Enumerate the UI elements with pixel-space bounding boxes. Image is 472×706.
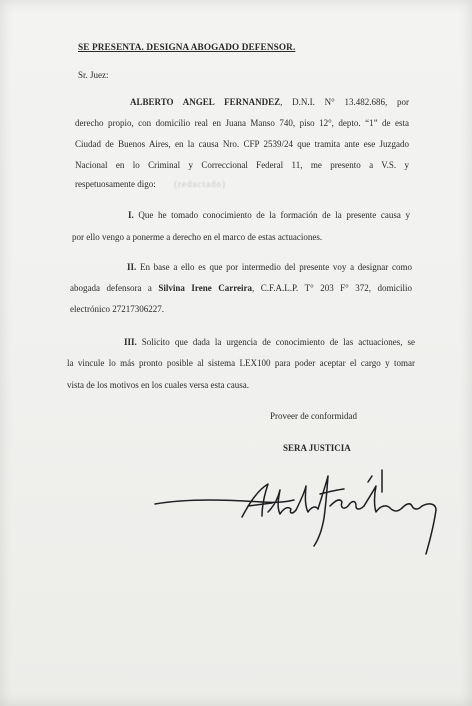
intro-line-3: Ciudad de Buenos Aires, en la causa Nro. CFP 2539/24 que tramita ante ese Juzgado <box>75 139 409 149</box>
item-2-line-2-post: , C.F.A.L.P. T° 203 F° 372, domicilio <box>252 283 412 293</box>
document-heading: SE PRESENTA. DESIGNA ABOGADO DEFENSOR. <box>78 42 296 52</box>
item-1-line-1-text: Que he tomado conocimiento de la formación de la presente causa y <box>138 210 411 220</box>
item-3-line-1 <box>124 337 415 348</box>
item-3-line-1-text: Solicito que dada la urgencia de conocimiento de las actuaciones, se <box>141 337 416 347</box>
item-2-line-2-pre: abogada defensora a <box>70 283 152 293</box>
item-3-number: III. <box>124 337 137 347</box>
item-1-line-1 <box>128 210 410 221</box>
item-1-number: I. <box>128 210 134 220</box>
closing-sera-justicia: SERA JUSTICIA <box>283 443 351 453</box>
item-1-line-2: por ello vengo a ponerme a derecho en el marco de estas actuaciones. <box>72 232 323 242</box>
intro-line-1 <box>130 97 409 108</box>
item-2-line-1-text: En base a ello es que por intermedio del presente voy a designar como <box>139 262 412 272</box>
item-2-line-2 <box>70 283 412 294</box>
item-3-line-3: vista de los motivos en los cuales versa esta causa. <box>67 380 249 390</box>
item-2-number: II. <box>127 262 137 272</box>
item-2-line-3: electrónico 27217306227. <box>70 304 164 314</box>
handwritten-signature <box>150 462 450 572</box>
salutation: Sr. Juez: <box>78 70 109 80</box>
intro-line-1-rest: , D.N.I. N° 13.482.686, por <box>280 97 409 107</box>
redacted-text: (redactado) <box>173 179 226 189</box>
intro-line-4: Nacional en lo Criminal y Correccional Federal 11, me presento a V.S. y <box>75 160 409 170</box>
item-3-line-2: la vincule lo más pronto posible al sistema LEX100 para poder aceptar el cargo y tomar <box>67 358 415 368</box>
intro-line-2: derecho propio, con domicilio real en Juana Manso 740, piso 12°, depto. “1” de esta <box>75 118 409 128</box>
defendant-name: ALBERTO ANGEL FERNANDEZ <box>130 97 281 107</box>
intro-line-5 <box>75 179 226 190</box>
closing-proveer: Proveer de conformidad <box>270 411 357 421</box>
lawyer-name: Silvina Irene Carreira <box>158 283 253 293</box>
intro-line-5-text: respetuosamente digo: <box>75 179 156 189</box>
item-2-line-1 <box>127 262 412 273</box>
